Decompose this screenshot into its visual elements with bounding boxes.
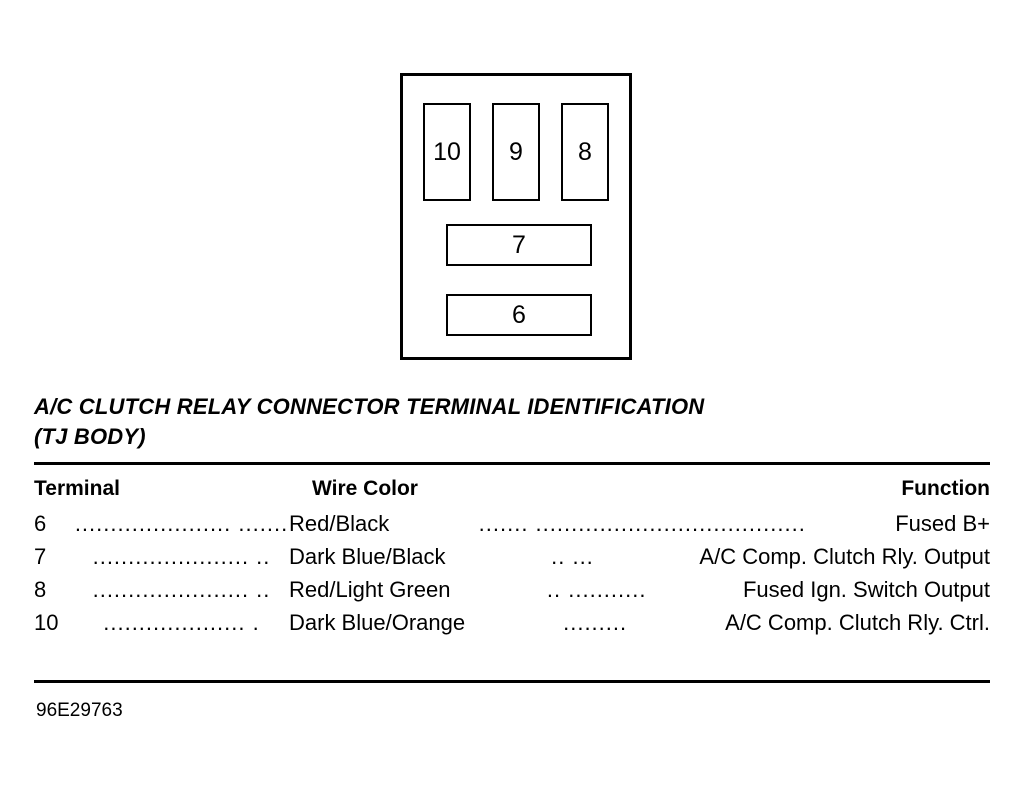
pin-terminal-10 xyxy=(423,103,471,201)
caption-line-2: (TJ BODY) xyxy=(34,424,146,449)
cell-function: A/C Comp. Clutch Rly. Ctrl. xyxy=(725,610,990,635)
table-row xyxy=(34,573,990,606)
cell-terminal: 7 xyxy=(34,544,47,569)
pin-label: 6 xyxy=(512,300,526,329)
cell-terminal: 6 xyxy=(34,511,47,536)
table-row xyxy=(34,507,990,540)
cell-wire-color: Dark Blue/Black xyxy=(289,544,446,569)
top-pin-row xyxy=(423,103,615,201)
leader-dots-left: ...................... .. xyxy=(92,577,271,602)
header-terminal: Terminal xyxy=(34,477,120,500)
cell-function: Fused Ign. Switch Output xyxy=(742,577,990,602)
pin-label: 9 xyxy=(509,137,523,166)
figure-id: 96E29763 xyxy=(36,700,123,721)
leader-dots-left: ...................... .. xyxy=(92,544,271,569)
cell-terminal: 8 xyxy=(34,577,47,602)
pin-terminal-6 xyxy=(446,294,592,336)
pin-label: 8 xyxy=(578,137,592,166)
caption-line-1: A/C CLUTCH RELAY CONNECTOR TERMINAL IDENTIFICATION xyxy=(34,394,705,419)
cell-wire-color: Red/Light Green xyxy=(289,577,451,602)
table-header-row xyxy=(34,477,990,501)
cell-wire-color: Red/Black xyxy=(289,511,390,536)
leader-dots-right: .. ........... xyxy=(546,577,647,602)
header-function: Function xyxy=(901,477,990,500)
leader-dots-right: .. ... xyxy=(551,544,594,569)
pin-label: 7 xyxy=(512,230,526,259)
connector-outline xyxy=(400,73,632,360)
table-bottom-rule xyxy=(34,680,990,683)
cell-terminal: 10 xyxy=(34,610,59,635)
terminal-table xyxy=(34,462,990,639)
table-row xyxy=(34,540,990,573)
cell-wire-color: Dark Blue/Orange xyxy=(289,610,466,635)
table-row xyxy=(34,606,990,639)
pin-terminal-7 xyxy=(446,224,592,266)
cell-function: A/C Comp. Clutch Rly. Output xyxy=(699,544,990,569)
table-top-rule xyxy=(34,462,990,465)
diagram-caption xyxy=(34,392,994,452)
leader-dots-right: ....... ...................................... xyxy=(478,511,806,536)
pin-terminal-8 xyxy=(561,103,609,201)
header-wire-color: Wire Color xyxy=(312,477,418,500)
leader-dots-right: ......... xyxy=(563,610,628,635)
pin-label: 10 xyxy=(433,137,461,166)
cell-function: Fused B+ xyxy=(895,511,990,536)
pin-terminal-9 xyxy=(492,103,540,201)
leader-dots-left: ...................... ....... xyxy=(74,511,289,536)
leader-dots-left: .................... . xyxy=(103,610,260,635)
